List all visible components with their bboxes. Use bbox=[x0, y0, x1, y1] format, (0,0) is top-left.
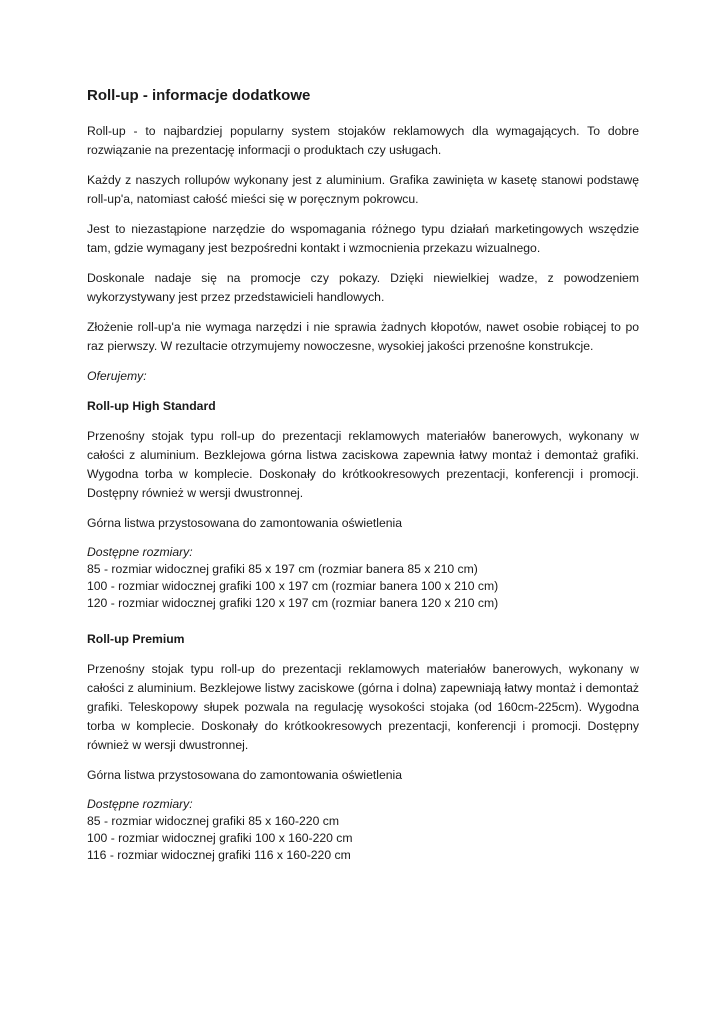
sizes-list bbox=[87, 796, 639, 864]
size-item: 85 - rozmiar widocznej grafiki 85 x 197 cm (rozmiar banera 85 x 210 cm) bbox=[87, 562, 478, 576]
sizes-label: Dostępne rozmiary: bbox=[87, 545, 193, 559]
product-description: Przenośny stojak typu roll-up do prezentacji reklamowych materiałów banerowych, wykonany w całości z aluminium. Bezklejowa górna listwa zaciskowa zapewnia łatwy montaż i demontaż grafiki. Wygodna torba w komplecie. Doskonały do krótkookresowych prezentacji, konferencji i promocji. Dostępny również w wersji dwustronnej. bbox=[87, 429, 639, 500]
intro-paragraph: Roll-up - to najbardziej popularny system stojaków reklamowych dla wymagających. To dobre rozwiązanie na prezentację informacji o produktach czy usługach. bbox=[87, 124, 639, 157]
intro-paragraph: Doskonale nadaje się na promocje czy pokazy. Dzięki niewielkiej wadze, z powodzeniem wykorzystywany jest przez przedstawicieli handlowych. bbox=[87, 271, 639, 304]
offer-label: Oferujemy: bbox=[87, 369, 147, 383]
product-description: Przenośny stojak typu roll-up do prezentacji reklamowych materiałów banerowych, wykonany w całości z aluminium. Bezklejowe listwy zaciskowe (górna i dolna) zapewniają łatwy montaż i demontaż grafiki. Teleskopowy słupek pozwala na regulację wysokości stojaka (od 160cm-225cm). Wygodna torba w komplecie. Doskonały do krótkookresowych prezentacji, konferencji i promocji. Dostępny również w wersji dwustronnej. bbox=[87, 662, 639, 752]
size-item: 120 - rozmiar widocznej grafiki 120 x 197 cm (rozmiar banera 120 x 210 cm) bbox=[87, 596, 499, 610]
size-item: 116 - rozmiar widocznej grafiki 116 x 160-220 cm bbox=[87, 848, 351, 862]
product-heading-premium: Roll-up Premium bbox=[87, 632, 185, 646]
sizes-label: Dostępne rozmiary: bbox=[87, 797, 193, 811]
sizes-list bbox=[87, 544, 639, 612]
product-lighting-note: Górna listwa przystosowana do zamontowania oświetlenia bbox=[87, 768, 403, 782]
product-lighting-note: Górna listwa przystosowana do zamontowania oświetlenia bbox=[87, 516, 403, 530]
intro-paragraph: Złożenie roll-up'a nie wymaga narzędzi i nie sprawia żadnych kłopotów, nawet osobie robiącej to po raz pierwszy. W rezultacie otrzymujemy nowoczesne, wysokiej jakości przenośne konstrukcje. bbox=[87, 320, 639, 353]
product-heading-high-standard: Roll-up High Standard bbox=[87, 399, 216, 413]
intro-paragraph: Każdy z naszych rollupów wykonany jest z aluminium. Grafika zawinięta w kasetę stanowi podstawę roll-up'a, natomiast całość mieści się w poręcznym pokrowcu. bbox=[87, 173, 639, 206]
size-item: 85 - rozmiar widocznej grafiki 85 x 160-220 cm bbox=[87, 814, 339, 828]
document-title: Roll-up - informacje dodatkowe bbox=[87, 87, 311, 104]
size-item: 100 - rozmiar widocznej grafiki 100 x 197 cm (rozmiar banera 100 x 210 cm) bbox=[87, 579, 499, 593]
document-page bbox=[87, 86, 639, 875]
size-item: 100 - rozmiar widocznej grafiki 100 x 160-220 cm bbox=[87, 831, 353, 845]
intro-paragraph: Jest to niezastąpione narzędzie do wspomagania różnego typu działań marketingowych wszędzie tam, gdzie wymagany jest bezpośredni kontakt i wzmocnienia przekazu wizualnego. bbox=[87, 222, 639, 255]
